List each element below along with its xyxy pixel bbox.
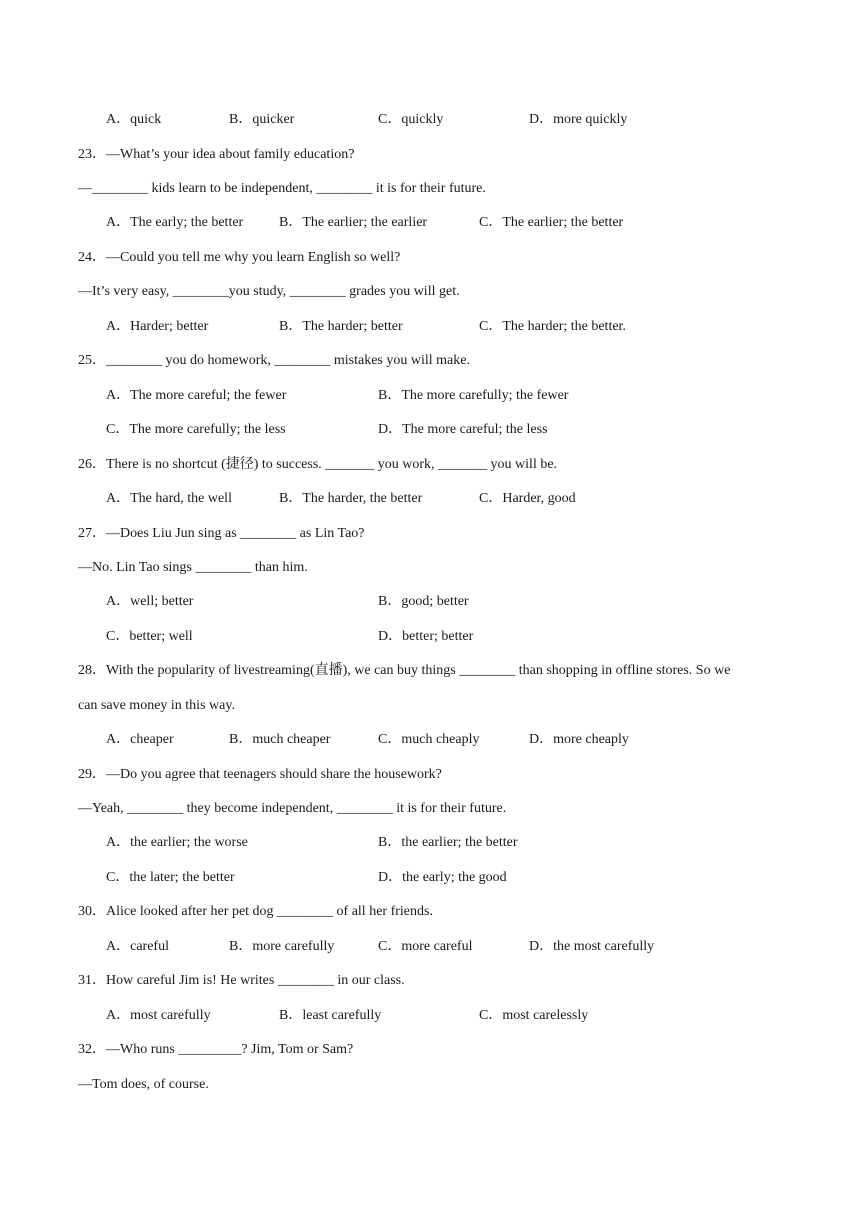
q29-option-b: B．the earlier; the better bbox=[378, 835, 518, 850]
q30-option-c: C．more careful bbox=[378, 939, 473, 954]
q31-option-a: A．most carefully bbox=[106, 1008, 211, 1023]
q24-option-b: B．The harder; better bbox=[279, 319, 403, 334]
q25-option-c: C．The more carefully; the less bbox=[106, 422, 286, 437]
q28-stem-continued: can save money in this way. bbox=[78, 698, 235, 713]
q25-option-d: D．The more careful; the less bbox=[378, 422, 548, 437]
q28-option-c: C．much cheaply bbox=[378, 732, 480, 747]
q23-answer-line: —________ kids learn to be independent, ________ it is for their future. bbox=[78, 181, 486, 196]
q24-option-c: C．The harder; the better. bbox=[479, 319, 626, 334]
q30-option-a: A．careful bbox=[106, 939, 169, 954]
q32-stem: 32．—Who runs _________? Jim, Tom or Sam? bbox=[78, 1042, 354, 1057]
q29-option-d: D．the early; the good bbox=[378, 870, 507, 885]
q31-option-b: B．least carefully bbox=[279, 1008, 382, 1023]
q32-answer-line: —Tom does, of course. bbox=[78, 1077, 209, 1092]
q25-option-a: A．The more careful; the fewer bbox=[106, 388, 287, 403]
q31-option-c: C．most carelessly bbox=[479, 1008, 589, 1023]
q30-stem: 30．Alice looked after her pet dog ________ of all her friends. bbox=[78, 904, 433, 919]
q23-option-a: A．The early; the better bbox=[106, 215, 244, 230]
q30-option-d: D．the most carefully bbox=[529, 939, 655, 954]
q27-answer-line: —No. Lin Tao sings ________ than him. bbox=[78, 560, 308, 575]
q25-option-b: B．The more carefully; the fewer bbox=[378, 388, 569, 403]
q25-stem: 25．________ you do homework, ________ mistakes you will make. bbox=[78, 353, 470, 368]
q29-option-c: C．the later; the better bbox=[106, 870, 235, 885]
q27-option-d: D．better; better bbox=[378, 629, 474, 644]
q22-option-c: C．quickly bbox=[378, 112, 444, 127]
q27-stem: 27．—Does Liu Jun sing as ________ as Lin Tao? bbox=[78, 526, 365, 541]
q23-option-c: C．The earlier; the better bbox=[479, 215, 624, 230]
q22-option-a: A．quick bbox=[106, 112, 162, 127]
q23-stem: 23．—What’s your idea about family education? bbox=[78, 147, 355, 162]
q26-option-c: C．Harder, good bbox=[479, 491, 576, 506]
q29-stem: 29．—Do you agree that teenagers should share the housework? bbox=[78, 767, 442, 782]
q27-option-c: C．better; well bbox=[106, 629, 193, 644]
q27-option-a: A．well; better bbox=[106, 594, 194, 609]
q22-option-d: D．more quickly bbox=[529, 112, 628, 127]
q31-stem: 31．How careful Jim is! He writes ________ in our class. bbox=[78, 973, 405, 988]
q28-option-d: D．more cheaply bbox=[529, 732, 629, 747]
q28-option-b: B．much cheaper bbox=[229, 732, 331, 747]
q26-option-b: B．The harder, the better bbox=[279, 491, 423, 506]
q23-option-b: B．The earlier; the earlier bbox=[279, 215, 428, 230]
q24-option-a: A．Harder; better bbox=[106, 319, 209, 334]
q24-answer-line: —It’s very easy, ________you study, ________ grades you will get. bbox=[78, 284, 460, 299]
q26-option-a: A．The hard, the well bbox=[106, 491, 232, 506]
q22-option-b: B．quicker bbox=[229, 112, 295, 127]
q29-option-a: A．the earlier; the worse bbox=[106, 835, 248, 850]
q28-stem: 28．With the popularity of livestreaming(直播), we can buy things ________ than shopping in offline stores. So we bbox=[78, 663, 731, 678]
q24-stem: 24．—Could you tell me why you learn English so well? bbox=[78, 250, 401, 265]
q27-option-b: B．good; better bbox=[378, 594, 469, 609]
q30-option-b: B．more carefully bbox=[229, 939, 335, 954]
q26-stem: 26．There is no shortcut (捷径) to success. _______ you work, _______ you will be. bbox=[78, 457, 558, 472]
q29-answer-line: —Yeah, ________ they become independent, ________ it is for their future. bbox=[78, 801, 507, 816]
q28-option-a: A．cheaper bbox=[106, 732, 174, 747]
